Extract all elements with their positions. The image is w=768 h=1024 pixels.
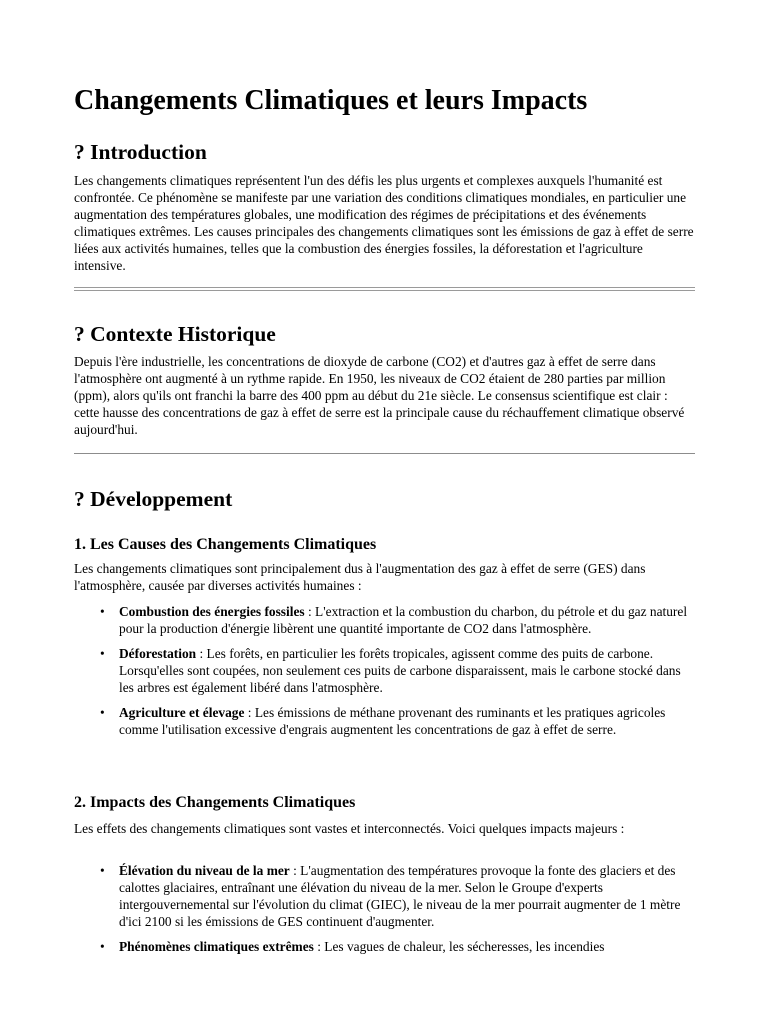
introduction-heading: ? Introduction [74, 140, 207, 164]
list-item [74, 704, 696, 738]
contexte-heading: ? Contexte Historique [74, 322, 276, 346]
document-title: Changements Climatiques et leurs Impacts [74, 85, 588, 116]
impacts-heading: 2. Impacts des Changements Climatiques [74, 794, 356, 811]
causes-intro: Les changements climatiques sont principalement dus à l'augmentation des gaz à effet de serre (GES) dans l'atmosphère, causée par diverses activités humaines : [74, 561, 646, 593]
list-item-text: : Les émissions de méthane provenant des ruminants et les pratiques agricoles comme l'utilisation excessive d'engrais augmentent les concentrations de gaz à effet de serre. [119, 705, 666, 737]
list-item-term: Agriculture et élevage [119, 705, 245, 720]
impacts-intro: Les effets des changements climatiques sont vastes et interconnectés. Voici quelques impacts majeurs : [74, 821, 625, 836]
list-item [74, 645, 696, 696]
bullet-icon: • [100, 863, 105, 878]
developpement-heading: ? Développement [74, 487, 233, 511]
list-item-term: Déforestation [119, 646, 197, 661]
contexte-paragraph: Depuis l'ère industrielle, les concentrations de dioxyde de carbone (CO2) et d'autres gaz à effet de serre dans l'atmosphère ont augmenté à un rythme rapide. En 1950, les niveaux de CO2 étaient de 280 parties par million (ppm), alors qu'ils ont franchi la barre des 400 ppm au début du 21e siècle. Le consensus scientifique est clair : cette hausse des concentrations de gaz à effet de serre est la principale cause du réchauffement climatique observé aujourd'hui. [74, 354, 685, 437]
list-item-term: Phénomènes climatiques extrêmes [119, 939, 314, 954]
introduction-paragraph: Les changements climatiques représentent l'un des défis les plus urgents et complexes auxquels l'humanité est confrontée. Ce phénomène se manifeste par une variation des conditions climatiques mondiales, en particulier une augmentation des températures globales, une modification des régimes de précipitations et des événements climatiques extrêmes. Les causes principales des changements climatiques sont les émissions de gaz à effet de serre liées aux activités humaines, telles que la combustion des énergies fossiles, la déforestation et l'agriculture intensive. [74, 173, 694, 273]
list-item-text: : Les forêts, en particulier les forêts tropicales, agissent comme des puits de carbone. Lorsqu'elles sont coupées, non seulement ces puits de carbone disparaissent, mais le carbone stocké dans les arbres est également libéré dans l'atmosphère. [119, 646, 681, 695]
section-divider-double [74, 287, 695, 291]
impacts-list [74, 862, 696, 963]
list-item-text: : Les vagues de chaleur, les sécheresses, les incendies [313, 939, 605, 954]
list-item-term: Combustion des énergies fossiles [119, 604, 305, 619]
bullet-icon: • [100, 646, 105, 661]
causes-heading: 1. Les Causes des Changements Climatiques [74, 536, 377, 553]
list-item [74, 603, 696, 637]
list-item [74, 862, 696, 930]
bullet-icon: • [100, 939, 105, 954]
list-item-term: Élévation du niveau de la mer [119, 863, 290, 878]
list-item-text: : L'augmentation des températures provoque la fonte des glaciers et des calottes glaciaires, entraînant une élévation du niveau de la mer. Selon le Groupe d'experts intergouvernemental sur l'évolution du climat (GIEC), le niveau de la mer pourrait augmenter de 1 mètre d'ici 2100 si les émissions de GES continuent d'augmenter. [119, 863, 681, 929]
section-divider [74, 453, 695, 454]
bullet-icon: • [100, 604, 105, 619]
list-item [74, 938, 696, 955]
list-item-text: : L'extraction et la combustion du charbon, du pétrole et du gaz naturel pour la production d'énergie libèrent une quantité importante de CO2 dans l'atmosphère. [119, 604, 688, 636]
bullet-icon: • [100, 705, 105, 720]
causes-list [74, 603, 696, 746]
